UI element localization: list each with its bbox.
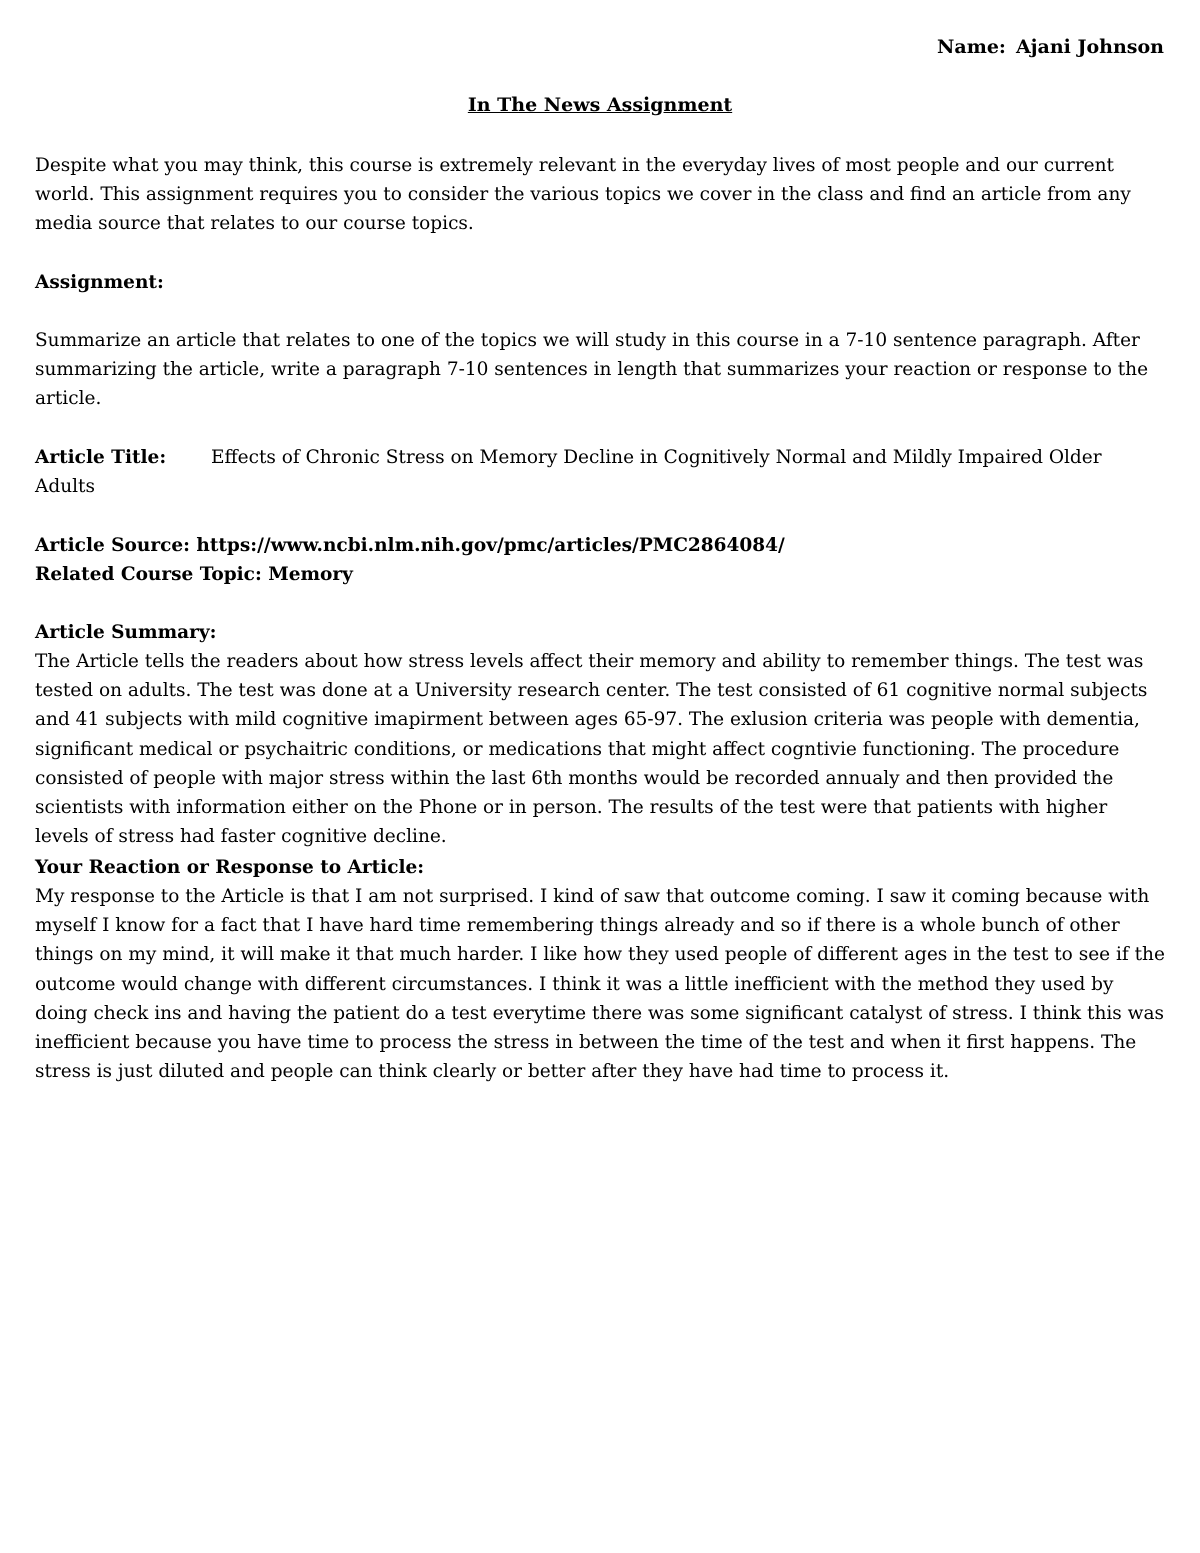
article-title-label: Article Title: bbox=[35, 447, 167, 468]
article-source bbox=[35, 531, 1165, 560]
related-topic-value: Memory bbox=[268, 564, 353, 585]
assignment-text: Summarize an article that relates to one of the topics we will study in this course in a 7-10 sentence paragraph. After summarizing the article, write a paragraph 7-10 sentences in length that summarizes your reaction or response to the article. bbox=[35, 330, 1149, 410]
article-source-label: Article Source: bbox=[35, 535, 190, 556]
intro-paragraph: Despite what you may think, this course is extremely relevant in the everyday lives of most people and our current world. This assignment requires you to consider the various topics we cover in the class and find an article from any media source that relates to our course topics. bbox=[35, 155, 1131, 235]
related-topic bbox=[35, 560, 1165, 589]
document-title: In The News Assignment bbox=[467, 94, 733, 116]
name-label: Name: bbox=[937, 36, 1006, 58]
name-value: Ajani Johnson bbox=[1015, 36, 1164, 58]
article-title-value: Effects of Chronic Stress on Memory Decline in Cognitively Normal and Mildly Impaired Older Adults bbox=[35, 447, 1102, 498]
reaction-heading: Your Reaction or Response to Article: bbox=[35, 857, 425, 878]
summary-text: The Article tells the readers about how stress levels affect their memory and ability to remember things. The test was tested on adults. The test was done at a University research center. The test consisted of 61 cognitive normal subjects and 41 subjects with mild cognitive imapirment between ages 65-97. The exlusion criteria was people with dementia, significant medical or psychaitric conditions, or medications that might affect cogntivie functioning. The procedure consisted of people with major stress within the last 6th months would be recorded annualy and then provided the scientists with information either on the Phone or in person. The results of the test were that patients with higher levels of stress had faster cognitive decline. bbox=[35, 651, 1148, 848]
assignment-heading: Assignment: bbox=[35, 272, 164, 293]
reaction-text: My response to the Article is that I am not surprised. I kind of saw that outcome coming. I saw it coming because with myself I know for a fact that I have hard time remembering things already and so if there is a whole bunch of other things on my mind, it will make it that much harder. I like how they used people of different ages in the test to see if the outcome would change with different circumstances. I think it was a little inefficient with the method they used by doing check ins and having the patient do a test everytime there was some significant catalyst of stress. I think this was inefficient because you have time to process the stress in between the time of the test and when it first happens. The stress is just diluted and people can think clearly or better after they have had time to process it. bbox=[35, 886, 1165, 1083]
article-source-url[interactable]: https://www.ncbi.nlm.nih.gov/pmc/articles/PMC2864084/ bbox=[196, 535, 785, 556]
related-topic-label: Related Course Topic: bbox=[35, 564, 262, 585]
summary-heading: Article Summary: bbox=[35, 622, 217, 643]
student-name bbox=[937, 36, 1164, 58]
article-title bbox=[35, 443, 1165, 501]
